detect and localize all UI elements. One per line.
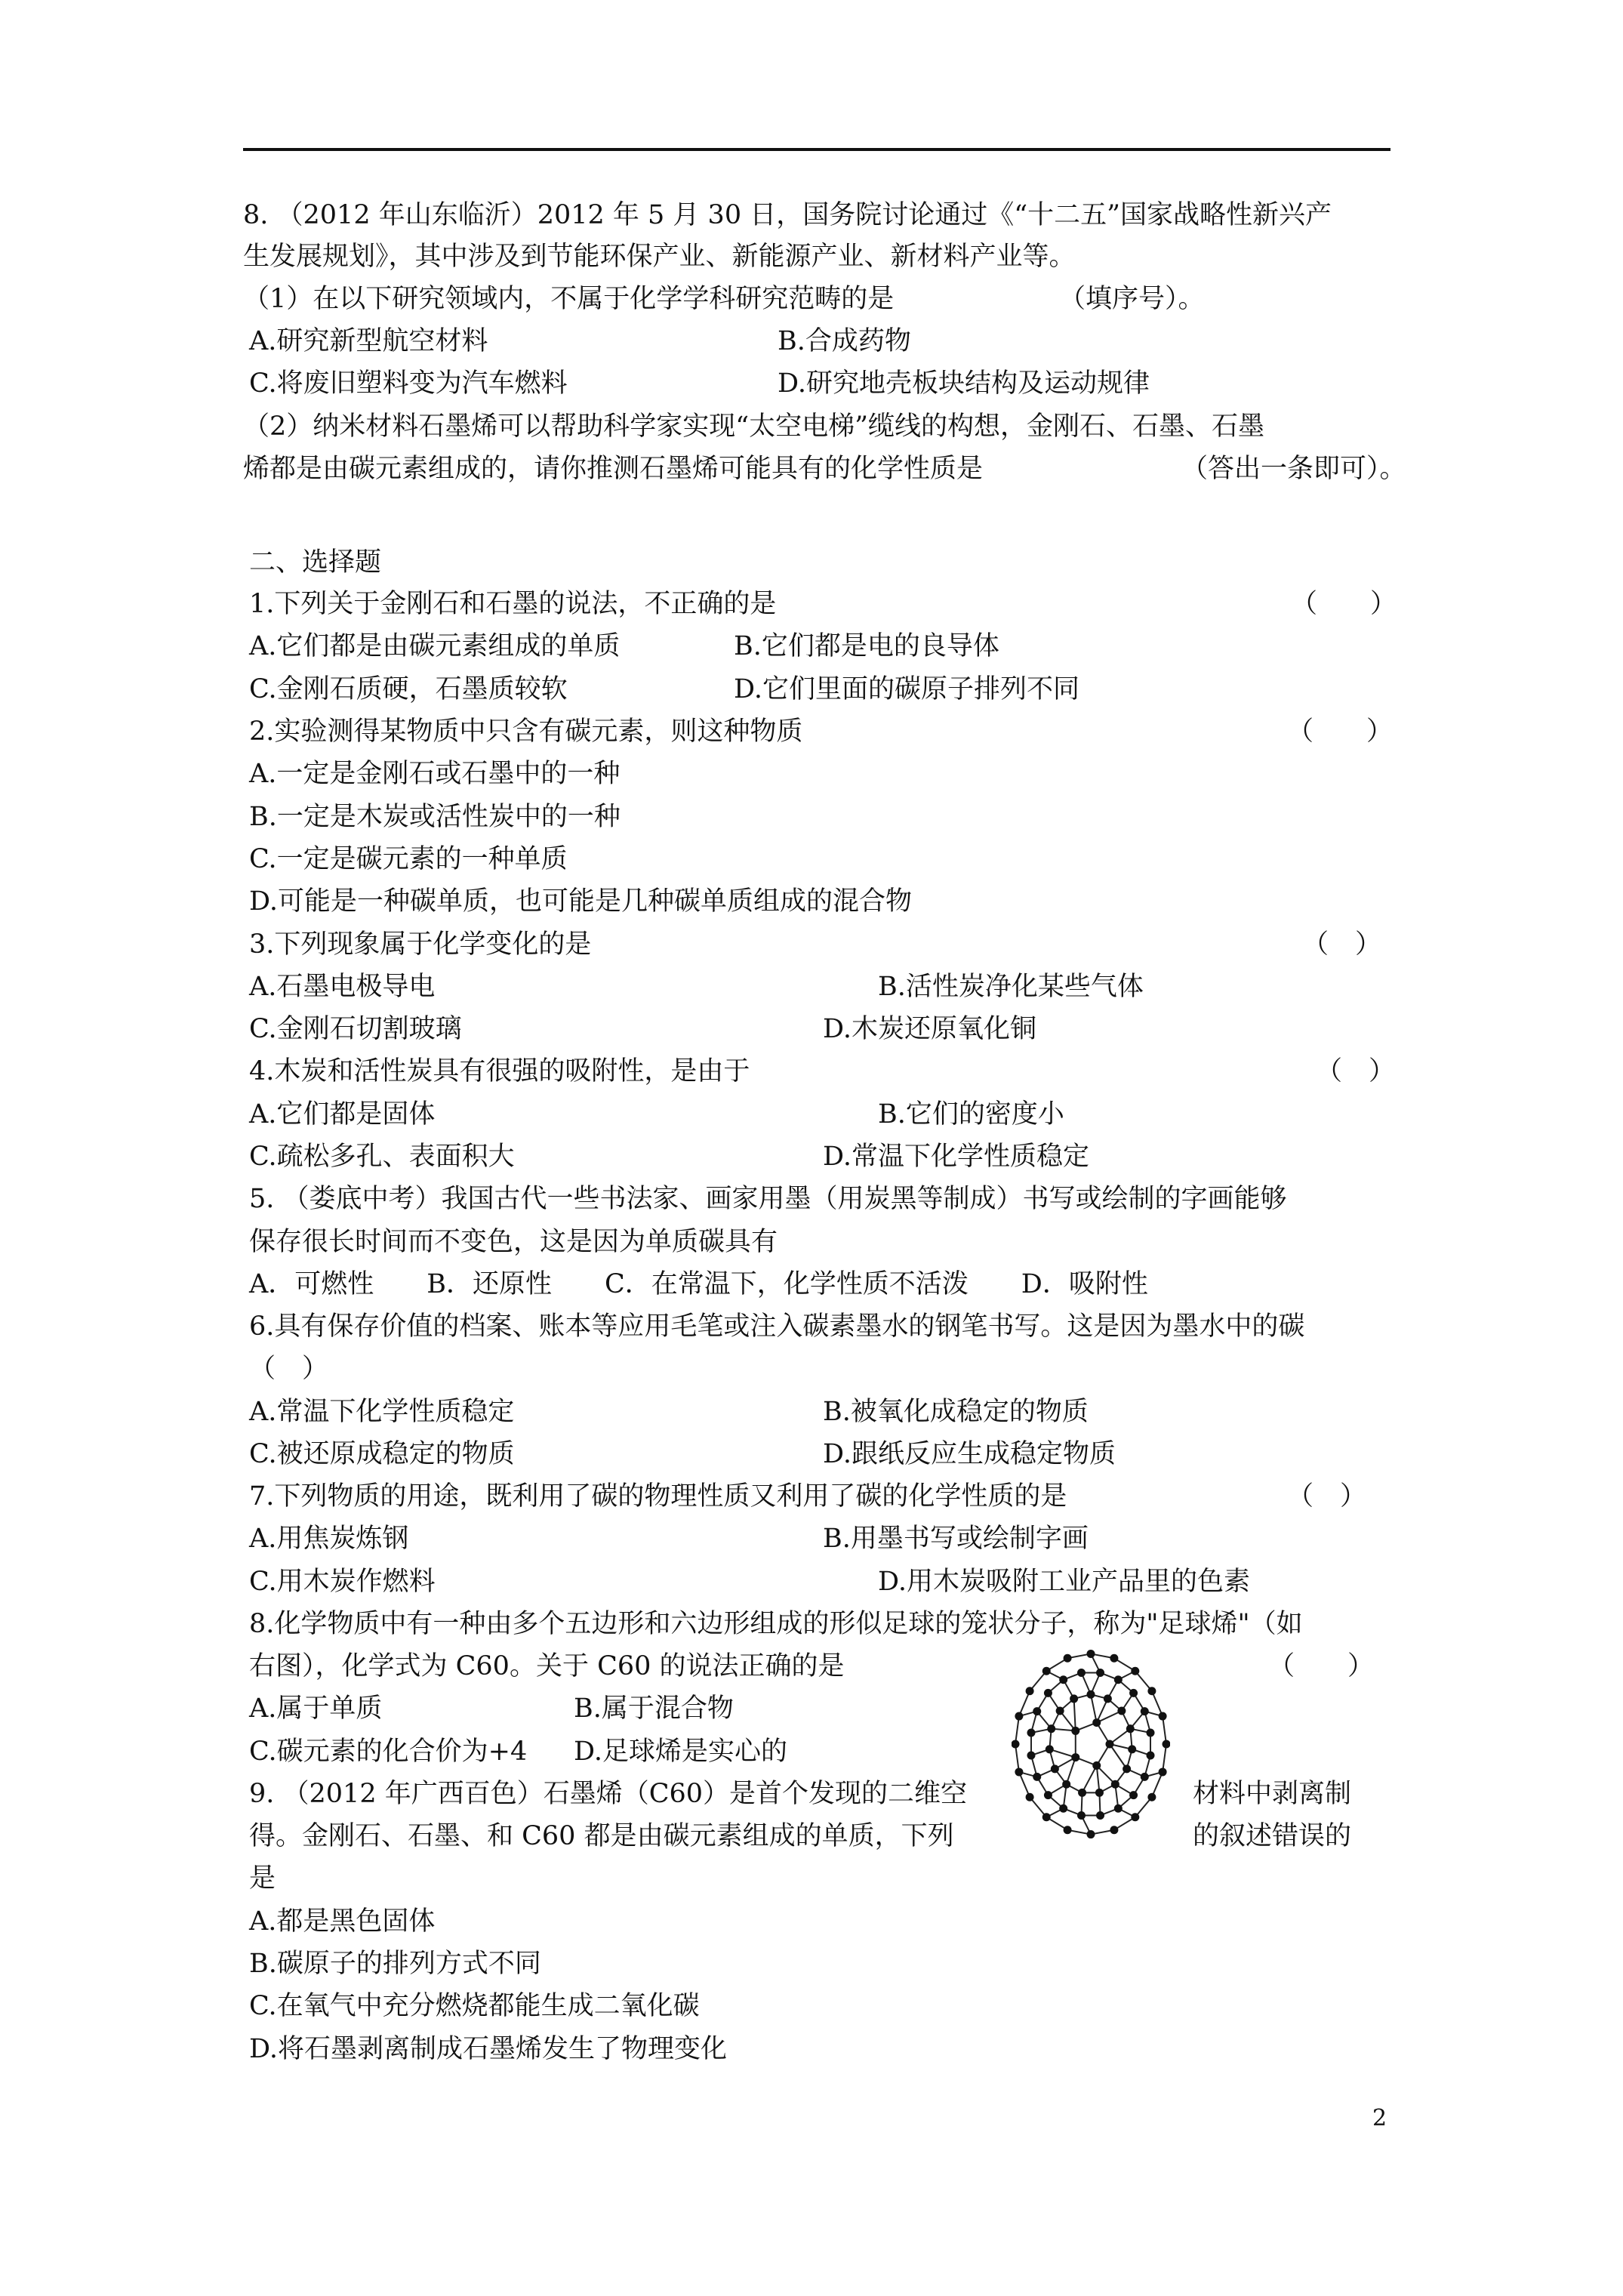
c60-atom	[1027, 1729, 1035, 1737]
q9-stem-line1-right: 材料中剥离制	[1193, 1779, 1352, 1809]
q6-option-b: B.被氧化成稳定的物质	[823, 1397, 1089, 1427]
c60-atom	[1095, 1789, 1104, 1797]
q1-answer-paren: （ ）	[1291, 589, 1397, 619]
q1-option-a: A.它们都是由碳元素组成的单质	[249, 631, 621, 661]
section-title: 二、选择题	[249, 547, 382, 578]
q9-stem-line2-left: 得。金刚石、石墨、和 C60 都是由碳元素组成的单质，下列	[249, 1821, 954, 1851]
c60-atom	[1092, 1718, 1101, 1727]
c60-atom	[1064, 1826, 1072, 1834]
q1-option-b: B.它们都是电的良导体	[734, 631, 999, 661]
c60-atom	[1126, 1724, 1135, 1733]
q2-option-c: C.一定是碳元素的一种单质	[249, 844, 568, 874]
q3-option-a: A.石墨电极导电	[249, 972, 436, 1002]
c60-atom	[1129, 1791, 1138, 1799]
q1-option-c: C.金刚石质硬，石墨质较软	[249, 674, 568, 704]
c60-atom	[1051, 1764, 1059, 1773]
c60-atom	[1131, 1813, 1139, 1821]
c60-atom	[1062, 1780, 1070, 1789]
q3-option-b: B.活性炭净化某些气体	[878, 972, 1144, 1002]
c60-atom	[1056, 1706, 1064, 1715]
q8-top-sub2-line2: 烯都是由碳元素组成的，请你推测石墨烯可能具有的化学性质是	[243, 454, 984, 484]
q3-option-c: C.金刚石切割玻璃	[249, 1014, 462, 1044]
c60-bond	[1163, 1744, 1166, 1772]
q9-stem-line3: 是	[249, 1863, 276, 1894]
c60-atom	[1015, 1767, 1023, 1776]
c60-atom	[1026, 1793, 1034, 1801]
c60-atom	[1064, 1654, 1072, 1663]
q6-option-d: D.跟纸反应生成稳定物质	[823, 1439, 1116, 1469]
c60-atom	[1077, 1811, 1086, 1820]
q2-answer-paren: （ ）	[1287, 717, 1394, 747]
q8-option-a: A.属于单质	[249, 1693, 383, 1724]
c60-atom	[1033, 1707, 1041, 1715]
c60-atom	[1159, 1712, 1167, 1721]
q6-answer-paren: （ ）	[249, 1354, 329, 1384]
q8-top-sub2-hint: （答出一条即可）。	[1181, 454, 1406, 484]
q8-stem-line1: 8.化学物质中有一种由多个五边形和六边形组成的形似足球的笼状分子，称为"足球烯"（如	[249, 1609, 1303, 1639]
c60-atom	[1141, 1707, 1149, 1715]
c60-atom	[1015, 1712, 1023, 1721]
q6-stem-line1: 6.具有保存价值的档案、账本等应用毛笔或注入碳素墨水的钢笔书写。这是因为墨水中的碳	[249, 1311, 1305, 1342]
c60-atom	[1087, 1650, 1095, 1658]
q8-top-line2: 生发展规划》，其中涉及到节能环保产业、新能源产业、新材料产业等。	[243, 242, 1076, 272]
q1-option-d: D.它们里面的碳原子排列不同	[734, 674, 1079, 704]
c60-atom	[1042, 1667, 1051, 1675]
q1-stem: 1.下列关于金刚石和石墨的说法，不正确的是	[249, 589, 777, 619]
c60-atom	[1078, 1789, 1086, 1797]
q8-option-c: C.碳元素的化合价为+4	[249, 1737, 528, 1767]
q8-top-sub2-line1: （2）纳米材料石墨烯可以帮助科学家实现“太空电梯”缆线的构想，金刚石、石墨、石墨	[243, 411, 1265, 442]
c60-atom	[1044, 1791, 1052, 1799]
c60-atom	[1141, 1773, 1149, 1781]
c60-atom	[1159, 1767, 1167, 1776]
c60-atom	[1042, 1813, 1051, 1821]
q7-option-c: C.用木炭作燃料	[249, 1567, 436, 1597]
q7-option-a: A.用焦炭炼钢	[249, 1524, 409, 1554]
c60-bond	[1074, 1699, 1076, 1731]
q9-stem-line2-right: 的叙述错误的	[1193, 1821, 1352, 1851]
q9-option-c: C.在氧气中充分燃烧都能生成二氧化碳	[249, 1991, 700, 2021]
c60-bond	[1091, 1694, 1097, 1722]
q3-stem: 3.下列现象属于化学变化的是	[249, 929, 592, 960]
c60-bond	[1083, 1765, 1097, 1792]
c60-atom	[1071, 1727, 1079, 1735]
c60-atom	[1131, 1667, 1139, 1675]
q5-stem-line2: 保存很长时间而不变色，这是因为单质碳具有	[249, 1227, 778, 1257]
q8-top-sub1-hint: （填序号）。	[1059, 284, 1205, 314]
c60-atom	[1147, 1687, 1156, 1695]
c60-atom	[1123, 1764, 1131, 1773]
q2-stem: 2.实验测得某物质中只含有碳元素，则这种物质	[249, 717, 803, 747]
q8-stem-line2: 右图），化学式为 C60。关于 C60 的说法正确的是	[249, 1651, 845, 1681]
q7-option-b: B.用墨书写或绘制字画	[823, 1524, 1089, 1554]
c60-atom	[1044, 1689, 1052, 1697]
q4-option-a: A.它们都是固体	[249, 1099, 436, 1130]
q7-option-d: D.用木炭吸附工业产品里的色素	[878, 1567, 1250, 1597]
c60-atom	[1071, 1753, 1079, 1761]
q4-option-d: D.常温下化学性质稳定	[823, 1142, 1089, 1172]
c60-atom	[1128, 1745, 1136, 1753]
q4-option-b: B.它们的密度小	[878, 1099, 1064, 1130]
c60-bond	[1015, 1744, 1019, 1772]
c60-atom	[1114, 1675, 1123, 1684]
c60-atom	[1110, 1826, 1118, 1834]
q2-option-b: B.一定是木炭或活性炭中的一种	[249, 802, 621, 832]
q6-option-c: C.被还原成稳定的物质	[249, 1439, 515, 1469]
q8-top-sub1: （1）在以下研究领域内，不属于化学学科研究范畴的是	[243, 284, 895, 314]
q5-options: A．可燃性 B．还原性 C．在常温下，化学性质不活泼 D．吸附性	[249, 1269, 1148, 1299]
c60-atom	[1087, 1690, 1095, 1699]
q8-top-option-c: C.将废旧塑料变为汽车燃料	[249, 368, 568, 399]
q3-option-d: D.木炭还原氧化铜	[823, 1014, 1036, 1044]
q9-option-a: A.都是黑色固体	[249, 1906, 436, 1937]
q8-top-option-b: B.合成药物	[778, 326, 911, 356]
c60-atom	[1110, 1654, 1118, 1663]
c60-atom	[1147, 1729, 1155, 1737]
q6-option-a: A.常温下化学性质稳定	[249, 1397, 515, 1427]
c60-atom	[1106, 1740, 1114, 1749]
c60-atom	[1111, 1780, 1119, 1789]
q4-stem: 4.木炭和活性炭具有很强的吸附性，是由于	[249, 1056, 750, 1086]
q8-top-option-a: A.研究新型航空材料	[249, 326, 488, 356]
c60-atom	[1163, 1740, 1171, 1749]
c60-bond	[1163, 1716, 1166, 1744]
q4-answer-paren: （ ）	[1316, 1056, 1396, 1086]
q8-option-b: B.属于混合物	[574, 1693, 734, 1724]
q8-top-line1: 8. （2012 年山东临沂）2012 年 5 月 30 日，国务院讨论通过《“十二五”国家战略性新兴产	[243, 200, 1332, 230]
q2-option-d: D.可能是一种碳单质，也可能是几种碳单质组成的混合物	[249, 886, 912, 917]
q7-stem: 7.下列物质的用途，既利用了碳的物理性质又利用了碳的化学性质的是	[249, 1481, 1067, 1512]
c60-atom	[1033, 1773, 1041, 1781]
c60-atom	[1026, 1687, 1034, 1695]
page-number: 2	[1372, 2105, 1387, 2131]
c60-atom	[1059, 1675, 1067, 1684]
q4-option-c: C.疏松多孔、表面积大	[249, 1142, 515, 1172]
c60-atom	[1104, 1694, 1112, 1703]
q3-answer-paren: （ ）	[1302, 929, 1382, 960]
q5-stem-line1: 5. （娄底中考）我国古代一些书法家、画家用墨（用炭黑等制成）书写或绘制的字画能够	[249, 1184, 1287, 1214]
q9-option-d: D.将石墨剥离制成石墨烯发生了物理变化	[249, 2034, 727, 2064]
c60-atom	[1087, 1830, 1095, 1838]
q8-top-option-d: D.研究地壳板块结构及运动规律	[778, 368, 1150, 399]
q9-stem-line1-left: 9. （2012 年广西百色）石墨烯（C60）是首个发现的二维空	[249, 1779, 968, 1809]
c60-atom	[1129, 1689, 1138, 1697]
q9-option-b: B.碳原子的排列方式不同	[249, 1949, 541, 1979]
q7-answer-paren: （ ）	[1287, 1481, 1367, 1512]
q8-answer-paren: （ ）	[1268, 1651, 1375, 1681]
c60-atom	[1114, 1804, 1123, 1813]
c60-atom	[1096, 1669, 1104, 1677]
c60-atom	[1046, 1745, 1054, 1753]
c60-atom	[1147, 1793, 1156, 1801]
q2-option-a: A.一定是金刚石或石墨中的一种	[249, 759, 621, 789]
q8-option-d: D.足球烯是实心的	[574, 1737, 787, 1767]
c60-atom	[1117, 1706, 1126, 1715]
c60-atom	[1059, 1804, 1067, 1813]
c60-atom	[1070, 1694, 1078, 1703]
c60-molecule-figure	[1012, 1646, 1170, 1842]
c60-atom	[1012, 1740, 1020, 1749]
header-rule	[243, 148, 1390, 151]
c60-atom	[1096, 1811, 1104, 1820]
c60-bond	[1015, 1716, 1019, 1744]
c60-atom	[1092, 1761, 1101, 1770]
c60-atom	[1147, 1751, 1155, 1759]
c60-atom	[1077, 1669, 1086, 1677]
c60-atom	[1047, 1724, 1055, 1733]
c60-atom	[1027, 1751, 1035, 1759]
